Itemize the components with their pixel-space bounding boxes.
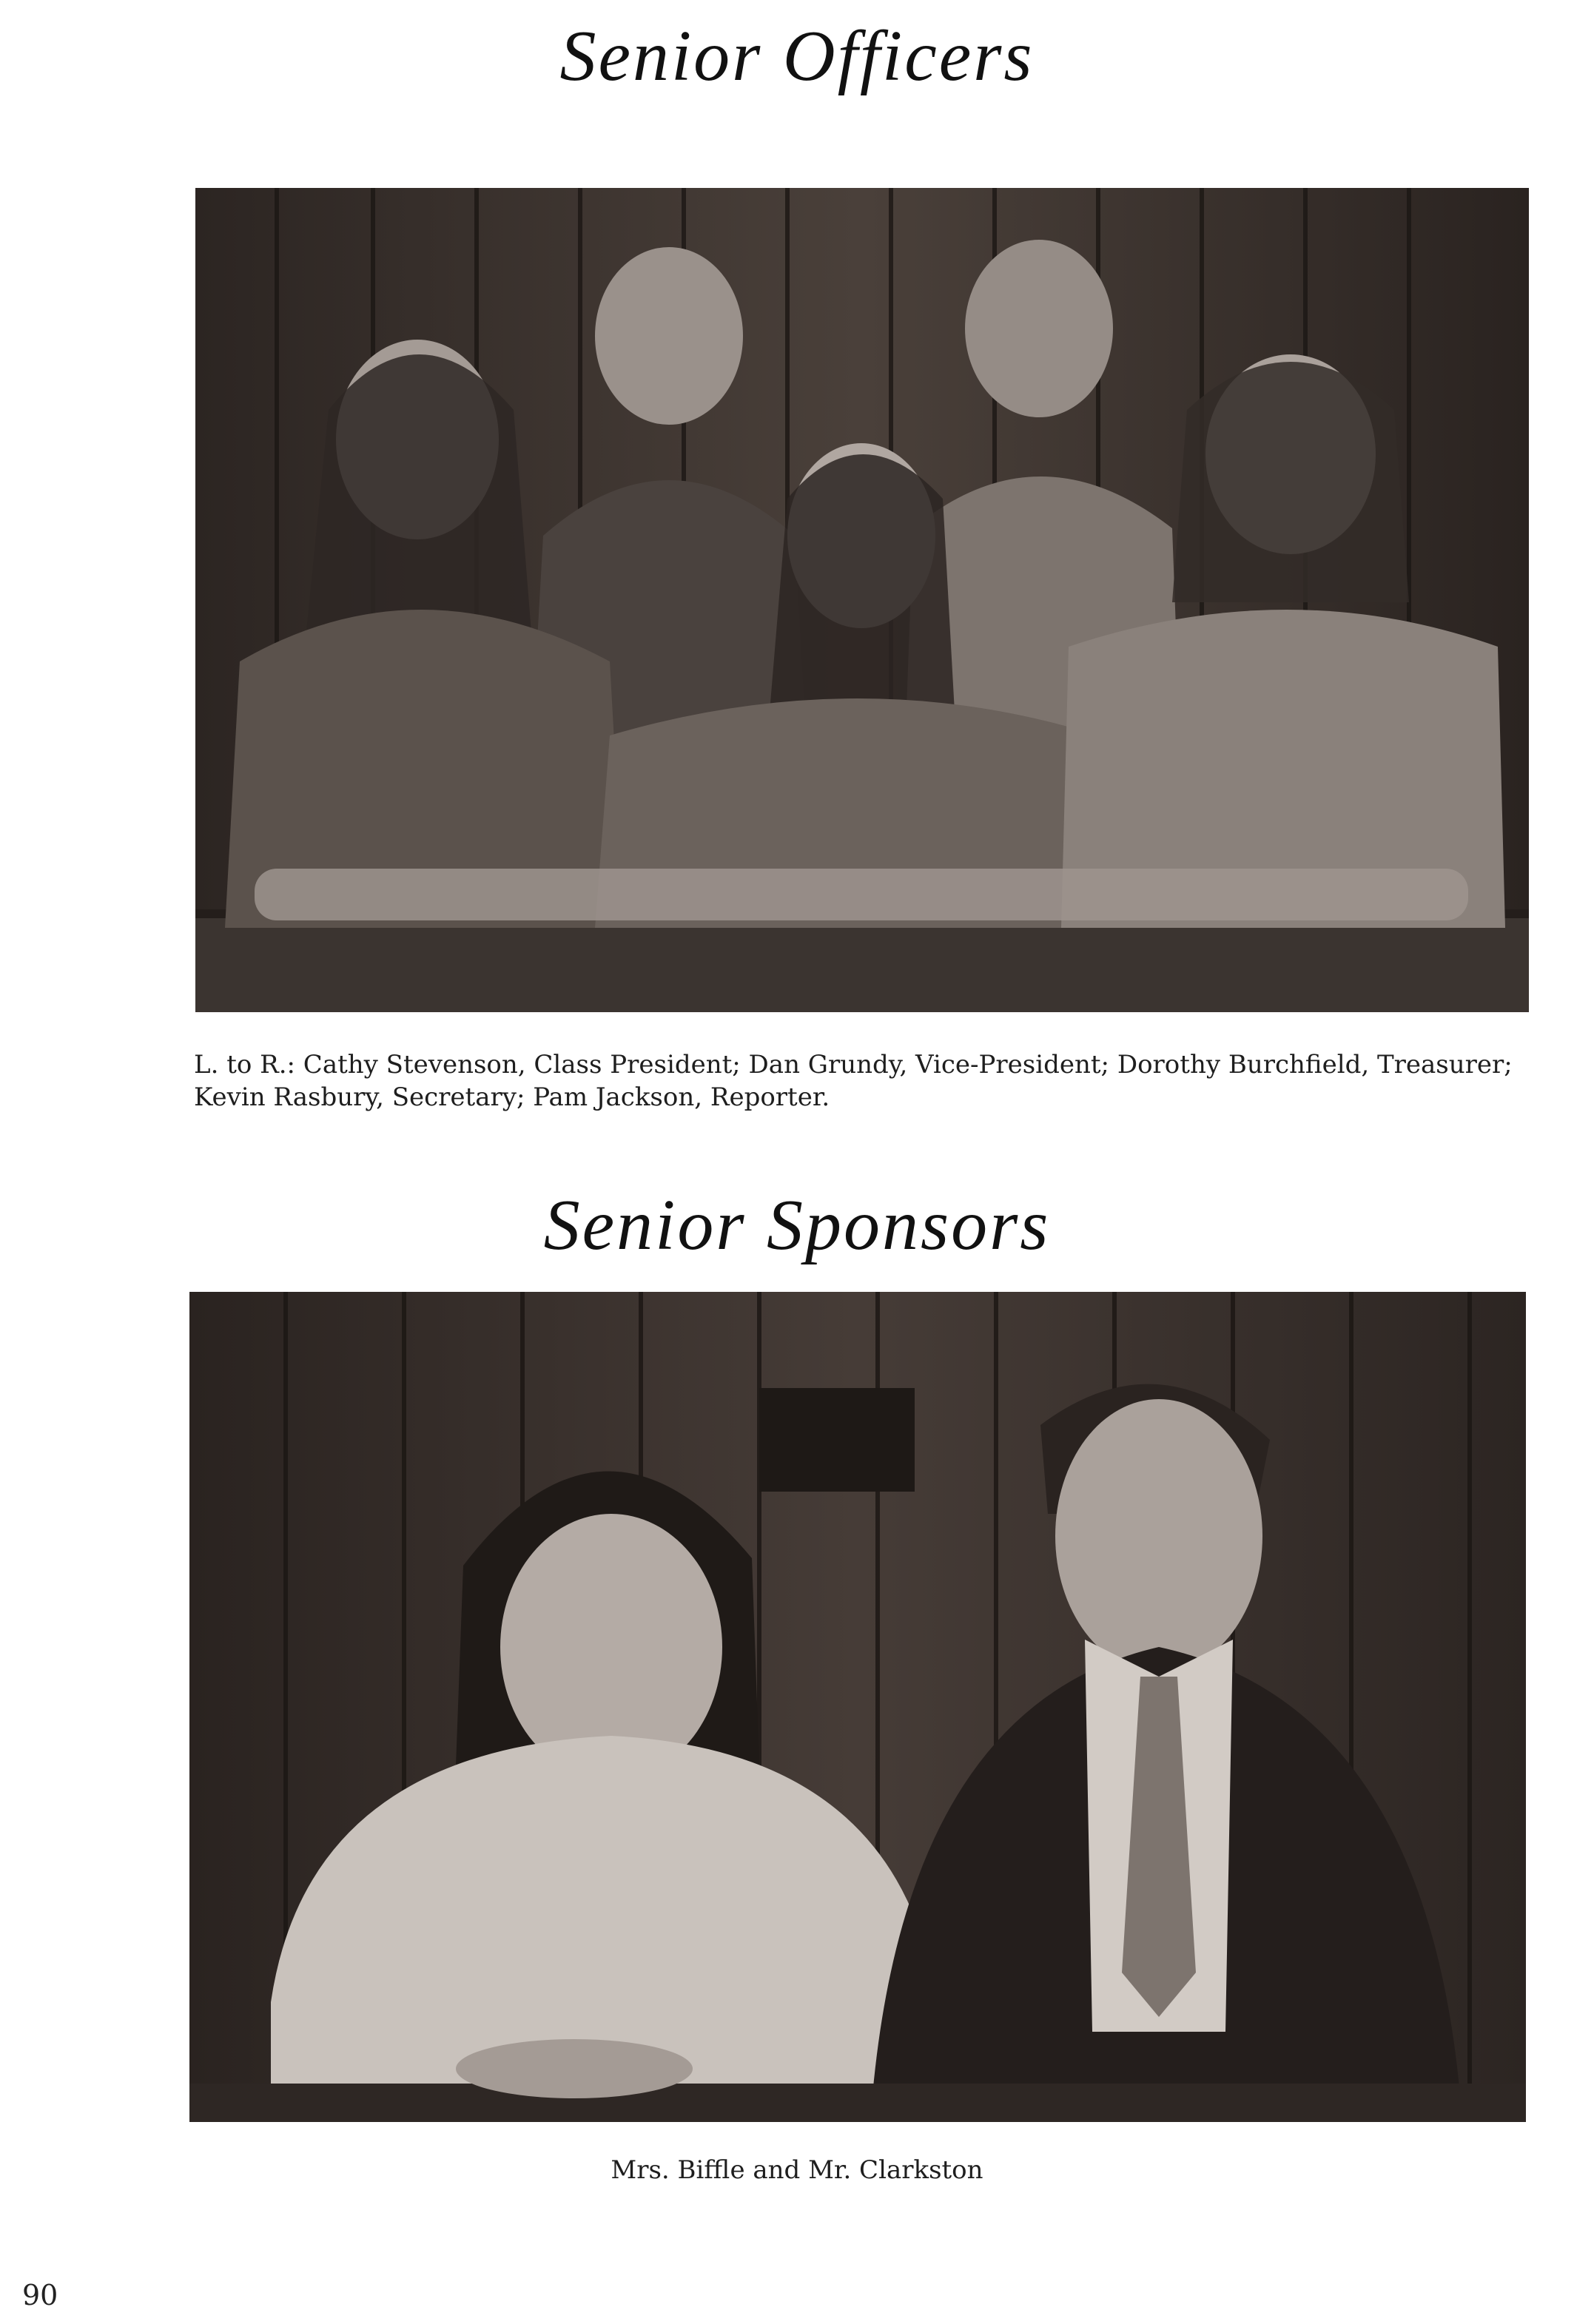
senior-sponsors-photo: [189, 1292, 1526, 2122]
officers-heading: Senior Officers: [559, 16, 1035, 96]
officers-caption-line-1: L. to R.: Cathy Stevenson, Class President; Dan Grundy, Vice-President; Dorothy Burchfield, Treasurer;: [194, 1050, 1513, 1080]
sponsors-heading: Senior Sponsors: [543, 1185, 1051, 1265]
officers-photo-illustration: [195, 188, 1529, 1012]
sponsors-caption: Mrs. Biffle and Mr. Clarkston: [611, 2155, 983, 2185]
officers-caption-line-2: Kevin Rasbury, Secretary; Pam Jackson, Reporter.: [194, 1082, 830, 1112]
senior-officers-photo: [195, 188, 1529, 1012]
page-number: 90: [22, 2279, 58, 2311]
sponsors-photo-illustration: [189, 1292, 1526, 2122]
